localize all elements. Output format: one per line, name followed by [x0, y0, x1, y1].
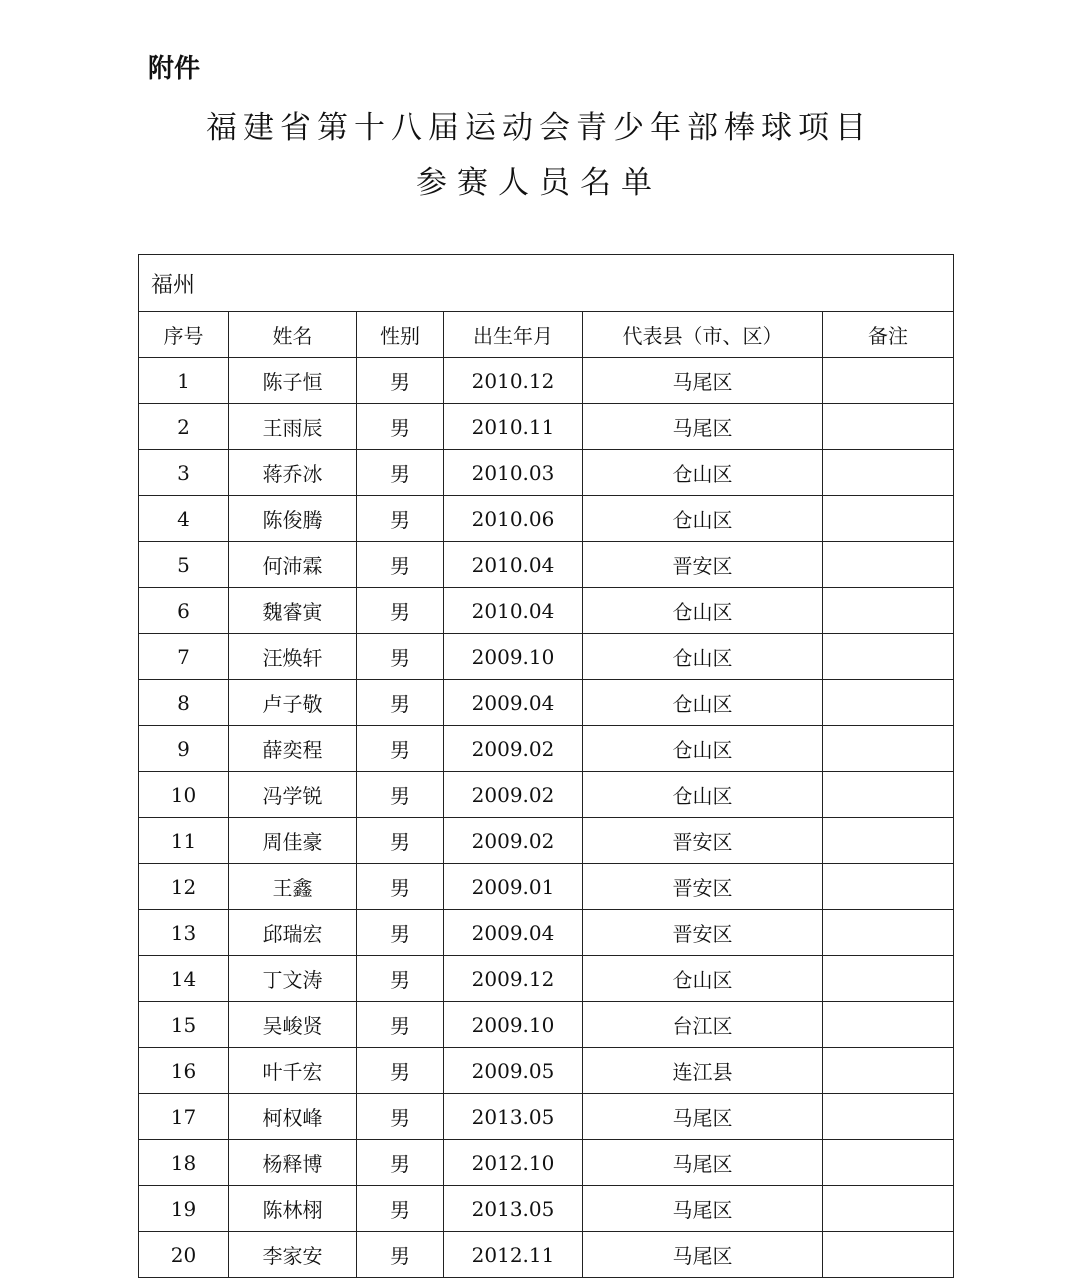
table-row — [139, 864, 954, 910]
table-row — [139, 910, 954, 956]
cell-index: 2 — [139, 404, 229, 450]
cell-gender: 男 — [357, 864, 444, 910]
cell-gender: 男 — [357, 726, 444, 772]
cell-county: 马尾区 — [583, 1232, 823, 1278]
cell-gender: 男 — [357, 358, 444, 404]
header-county: 代表县（市、区） — [583, 312, 823, 358]
cell-gender: 男 — [357, 496, 444, 542]
cell-name: 邱瑞宏 — [229, 910, 357, 956]
cell-remarks — [823, 818, 954, 864]
cell-gender: 男 — [357, 956, 444, 1002]
cell-gender: 男 — [357, 1094, 444, 1140]
cell-name: 卢子敬 — [229, 680, 357, 726]
cell-county: 仓山区 — [583, 680, 823, 726]
cell-index: 11 — [139, 818, 229, 864]
cell-remarks — [823, 496, 954, 542]
cell-birth: 2010.04 — [444, 542, 583, 588]
cell-birth: 2009.05 — [444, 1048, 583, 1094]
cell-birth: 2009.04 — [444, 910, 583, 956]
cell-index: 20 — [139, 1232, 229, 1278]
cell-remarks — [823, 772, 954, 818]
cell-index: 16 — [139, 1048, 229, 1094]
attachment-label: 附件 — [148, 54, 201, 84]
cell-gender: 男 — [357, 588, 444, 634]
cell-index: 15 — [139, 1002, 229, 1048]
table-row — [139, 542, 954, 588]
cell-name: 薛奕程 — [229, 726, 357, 772]
cell-remarks — [823, 1094, 954, 1140]
table-row — [139, 1186, 954, 1232]
header-birth: 出生年月 — [444, 312, 583, 358]
cell-gender: 男 — [357, 450, 444, 496]
cell-gender: 男 — [357, 1140, 444, 1186]
cell-county: 仓山区 — [583, 496, 823, 542]
cell-name: 王鑫 — [229, 864, 357, 910]
cell-gender: 男 — [357, 1232, 444, 1278]
cell-name: 冯学锐 — [229, 772, 357, 818]
document-subtitle: 参赛人员名单 — [416, 165, 662, 201]
cell-remarks — [823, 680, 954, 726]
cell-name: 陈林栩 — [229, 1186, 357, 1232]
cell-remarks — [823, 910, 954, 956]
cell-index: 1 — [139, 358, 229, 404]
cell-birth: 2009.12 — [444, 956, 583, 1002]
cell-birth: 2012.10 — [444, 1140, 583, 1186]
cell-county: 马尾区 — [583, 404, 823, 450]
table-row — [139, 1002, 954, 1048]
cell-index: 13 — [139, 910, 229, 956]
cell-remarks — [823, 726, 954, 772]
cell-index: 4 — [139, 496, 229, 542]
cell-gender: 男 — [357, 634, 444, 680]
table-row — [139, 358, 954, 404]
cell-birth: 2009.02 — [444, 818, 583, 864]
cell-remarks — [823, 1232, 954, 1278]
cell-gender: 男 — [357, 542, 444, 588]
cell-remarks — [823, 1140, 954, 1186]
cell-index: 17 — [139, 1094, 229, 1140]
cell-name: 李家安 — [229, 1232, 357, 1278]
cell-gender: 男 — [357, 404, 444, 450]
cell-index: 8 — [139, 680, 229, 726]
cell-name: 吴峻贤 — [229, 1002, 357, 1048]
cell-index: 6 — [139, 588, 229, 634]
cell-birth: 2009.10 — [444, 634, 583, 680]
table-row — [139, 1140, 954, 1186]
table-row — [139, 956, 954, 1002]
cell-birth: 2012.11 — [444, 1232, 583, 1278]
cell-gender: 男 — [357, 910, 444, 956]
cell-index: 9 — [139, 726, 229, 772]
cell-name: 蒋乔冰 — [229, 450, 357, 496]
cell-gender: 男 — [357, 680, 444, 726]
cell-name: 杨释博 — [229, 1140, 357, 1186]
cell-county: 仓山区 — [583, 772, 823, 818]
cell-birth: 2013.05 — [444, 1186, 583, 1232]
cell-county: 马尾区 — [583, 1094, 823, 1140]
region-row — [139, 255, 954, 312]
cell-remarks — [823, 864, 954, 910]
cell-county: 仓山区 — [583, 956, 823, 1002]
cell-county: 台江区 — [583, 1002, 823, 1048]
header-row — [139, 312, 954, 358]
table-row — [139, 450, 954, 496]
cell-name: 王雨辰 — [229, 404, 357, 450]
table-row — [139, 634, 954, 680]
cell-birth: 2009.10 — [444, 1002, 583, 1048]
cell-gender: 男 — [357, 1048, 444, 1094]
cell-remarks — [823, 1002, 954, 1048]
cell-index: 7 — [139, 634, 229, 680]
cell-index: 19 — [139, 1186, 229, 1232]
table-row — [139, 772, 954, 818]
cell-index: 18 — [139, 1140, 229, 1186]
table-row — [139, 588, 954, 634]
cell-name: 陈子恒 — [229, 358, 357, 404]
header-index: 序号 — [139, 312, 229, 358]
cell-name: 何沛霖 — [229, 542, 357, 588]
cell-county: 晋安区 — [583, 542, 823, 588]
cell-birth: 2009.04 — [444, 680, 583, 726]
cell-name: 柯权峰 — [229, 1094, 357, 1140]
cell-gender: 男 — [357, 1002, 444, 1048]
cell-name: 汪焕轩 — [229, 634, 357, 680]
cell-county: 仓山区 — [583, 450, 823, 496]
cell-name: 叶千宏 — [229, 1048, 357, 1094]
cell-remarks — [823, 634, 954, 680]
cell-remarks — [823, 956, 954, 1002]
cell-index: 5 — [139, 542, 229, 588]
cell-county: 连江县 — [583, 1048, 823, 1094]
cell-remarks — [823, 450, 954, 496]
cell-gender: 男 — [357, 772, 444, 818]
cell-county: 晋安区 — [583, 864, 823, 910]
cell-name: 陈俊腾 — [229, 496, 357, 542]
cell-gender: 男 — [357, 1186, 444, 1232]
cell-county: 马尾区 — [583, 1186, 823, 1232]
cell-county: 晋安区 — [583, 910, 823, 956]
cell-birth: 2010.12 — [444, 358, 583, 404]
table-row — [139, 496, 954, 542]
roster-table — [138, 254, 954, 1278]
cell-remarks — [823, 542, 954, 588]
table-row — [139, 818, 954, 864]
cell-birth: 2013.05 — [444, 1094, 583, 1140]
cell-remarks — [823, 588, 954, 634]
table-row — [139, 1232, 954, 1278]
cell-birth: 2010.04 — [444, 588, 583, 634]
table-row — [139, 726, 954, 772]
cell-gender: 男 — [357, 818, 444, 864]
table-row — [139, 680, 954, 726]
cell-county: 马尾区 — [583, 358, 823, 404]
table-row — [139, 1048, 954, 1094]
cell-county: 仓山区 — [583, 588, 823, 634]
cell-county: 马尾区 — [583, 1140, 823, 1186]
cell-county: 仓山区 — [583, 726, 823, 772]
table-row — [139, 1094, 954, 1140]
header-gender: 性别 — [357, 312, 444, 358]
cell-birth: 2010.03 — [444, 450, 583, 496]
cell-remarks — [823, 1186, 954, 1232]
cell-name: 丁文涛 — [229, 956, 357, 1002]
region-name: 福州 — [139, 255, 954, 312]
cell-birth: 2009.02 — [444, 772, 583, 818]
header-remarks: 备注 — [823, 312, 954, 358]
cell-county: 晋安区 — [583, 818, 823, 864]
cell-index: 10 — [139, 772, 229, 818]
cell-birth: 2009.02 — [444, 726, 583, 772]
cell-birth: 2010.11 — [444, 404, 583, 450]
table-row — [139, 404, 954, 450]
cell-index: 3 — [139, 450, 229, 496]
cell-index: 14 — [139, 956, 229, 1002]
cell-index: 12 — [139, 864, 229, 910]
cell-county: 仓山区 — [583, 634, 823, 680]
cell-remarks — [823, 1048, 954, 1094]
cell-remarks — [823, 404, 954, 450]
cell-birth: 2010.06 — [444, 496, 583, 542]
cell-name: 魏睿寅 — [229, 588, 357, 634]
header-name: 姓名 — [229, 312, 357, 358]
cell-birth: 2009.01 — [444, 864, 583, 910]
document-title: 福建省第十八届运动会青少年部棒球项目 — [206, 110, 872, 146]
cell-name: 周佳豪 — [229, 818, 357, 864]
cell-remarks — [823, 358, 954, 404]
